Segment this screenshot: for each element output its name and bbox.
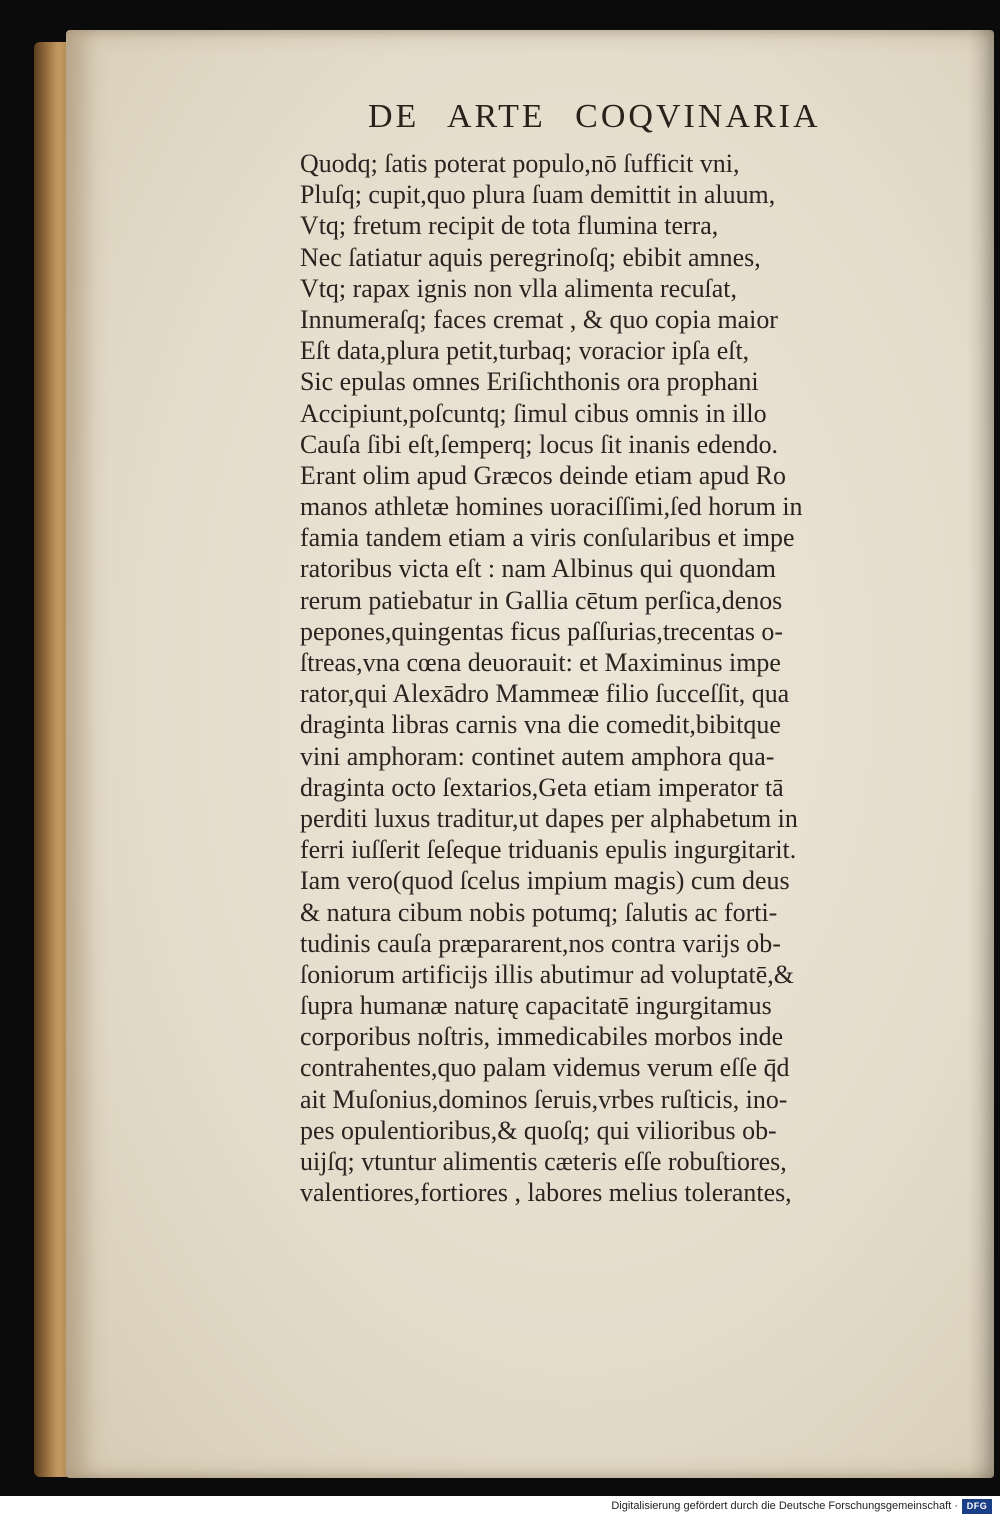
text-line: valentiores,fortiores , labores melius tolerantes,: [300, 1178, 792, 1208]
text-line: contrahentes,quo palam videmus verum eſſe q̄d: [300, 1053, 790, 1083]
text-line: tudinis cauſa præpararent,nos contra varijs ob-: [300, 928, 781, 958]
text-line: Eſt data,plura petit,turbaq; voracior ipſa eſt,: [300, 336, 750, 366]
text-line: Accipiunt,poſcuntq; ſimul cibus omnis in illo: [300, 398, 767, 428]
text-line: ſtreas,vna cœna deuorauit: et Maximinus impe: [300, 648, 781, 677]
text-line: Pluſq; cupit,quo plura ſuam demittit in aluum,: [300, 180, 776, 210]
text-line: manos athletæ homines uoraciſſimi,ſed horum in: [300, 492, 803, 522]
text-line: uijſq; vtuntur alimentis cæteris eſſe robuſtiores,: [300, 1147, 787, 1176]
text-line: & natura cibum nobis potumq; ſalutis ac forti-: [300, 897, 778, 927]
text-line: famia tandem etiam a viris conſularibus et impe: [300, 523, 795, 553]
text-line: Cauſa ſibi eſt,ſemperq; locus ſit inanis edendo.: [300, 429, 779, 459]
footer-credit: Digitalisierung gefördert durch die Deutsche Forschungsgemeinschaft ·: [611, 1500, 958, 1512]
text-block: [300, 148, 950, 1208]
text-line: pepones,quingentas ficus paſſurias,trecentas o-: [300, 616, 783, 646]
text-line: vini amphoram: continet autem amphora qua-: [300, 741, 775, 771]
text-line: pes opulentioribus,& quoſq; qui vilioribus ob-: [300, 1115, 777, 1145]
text-line: Quodq; ſatis poterat populo,nō ſufficit vni,: [300, 149, 740, 178]
text-line: ait Muſonius,dominos ſeruis,vrbes ruſticis, ino-: [300, 1084, 788, 1114]
footer-bar: [0, 1496, 1000, 1518]
text-line: Vtq; rapax ignis non vlla alimenta recuſat,: [300, 273, 737, 303]
text-line: rerum patiebatur in Gallia cētum perſica,denos: [300, 585, 783, 615]
dfg-logo: DFG: [962, 1499, 992, 1514]
page-gutter-shadow: [968, 30, 994, 1478]
text-line: Vtq; fretum recipit de tota flumina terra,: [300, 211, 719, 241]
text-line: ſoniorum artificijs illis abutimur ad voluptatē,&: [300, 959, 794, 989]
text-line: ſupra humanæ naturę capacitatē ingurgitamus: [300, 991, 772, 1021]
text-line: perditi luxus traditur,ut dapes per alphabetum in: [300, 803, 798, 833]
text-line: ratoribus victa eſt : nam Albinus qui quondam: [300, 554, 776, 584]
text-line: corporibus noſtris, immedicabiles morbos inde: [300, 1022, 784, 1052]
text-line: rator,qui Alexādro Mammeæ filio ſucceſſit, qua: [300, 679, 790, 709]
text-line: Erant olim apud Græcos deinde etiam apud Ro: [300, 460, 786, 490]
text-line: Innumeraſq; faces cremat , & quo copia maior: [300, 304, 778, 334]
text-line: Sic epulas omnes Eriſichthonis ora prophani: [300, 367, 759, 397]
text-line: draginta libras carnis vna die comedit,bibitque: [300, 710, 781, 740]
text-line: Iam vero(quod ſcelus impium magis) cum deus: [300, 866, 790, 896]
text-line: draginta octo ſextarios,Geta etiam imperator tā: [300, 772, 784, 802]
text-line: Nec ſatiatur aquis peregrinoſq; ebibit amnes,: [300, 242, 761, 272]
text-line: ferri iuſſerit ſeſeque triduanis epulis ingurgitarit.: [300, 835, 797, 865]
running-head: DE ARTE COQVINARIA: [368, 98, 821, 135]
